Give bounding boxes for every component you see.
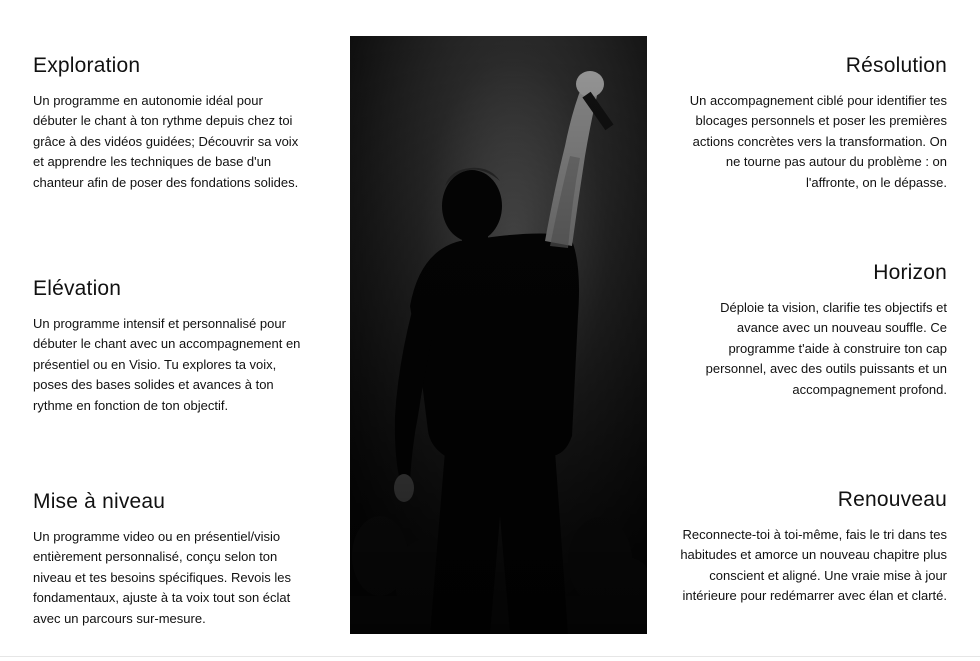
program-renouveau [677,487,947,607]
singer-photo [350,36,647,634]
program-exploration [33,53,303,193]
program-description: Reconnecte-toi à toi-même, fais le tri dans tes habitudes et amorce un nouveau chapitre plus conscient et aligné. Une vraie mise à jour intérieure pour redémarrer avec élan et clarté. [680,527,947,604]
program-resolution [677,53,947,193]
program-title: Elévation [33,277,122,300]
program-description: Un programme en autonomie idéal pour débuter le chant à ton rythme depuis chez toi grâce à des vidéos guidées; Découvrir sa voix et apprendre les techniques de base d'un chanteur afin de poser des fondations solides. [33,93,299,190]
program-title: Renouveau [837,488,947,511]
program-description: Un programme video ou en présentiel/visio entièrement personnalisé, conçu selon ton niveau et tes besoins spécifiques. Revois les fondamentaux, ajuste à ta voix tout son éclat avec un parcours sur-mesure. [33,529,291,626]
program-horizon [677,260,947,400]
program-title: Mise à niveau [33,490,166,513]
program-description: Un programme intensif et personnalisé pour débuter le chant avec un accompagnement en présentiel ou en Visio. Tu explores ta voix, poses des bases solides et avances à ton rythme en fonction de ton objectif. [33,316,301,413]
program-description: Déploie ta vision, clarifie tes objectifs et avance avec un nouveau souffle. Ce programme t'aide à construire ton cap personnel, avec des outils puissants et un accompagnement profond. [705,300,947,397]
bottom-divider [0,656,980,657]
program-description: Un accompagnement ciblé pour identifier tes blocages personnels et poser les premières actions concrètes vers la transformation. On ne tourne pas autour du problème : on l'affronte, on le dépasse. [689,93,947,190]
program-elevation [33,276,303,416]
program-title: Exploration [33,54,141,77]
singer-photo-icon [350,36,647,634]
program-title: Horizon [873,261,947,284]
program-title: Résolution [845,54,947,77]
program-mise-a-niveau [33,489,303,629]
